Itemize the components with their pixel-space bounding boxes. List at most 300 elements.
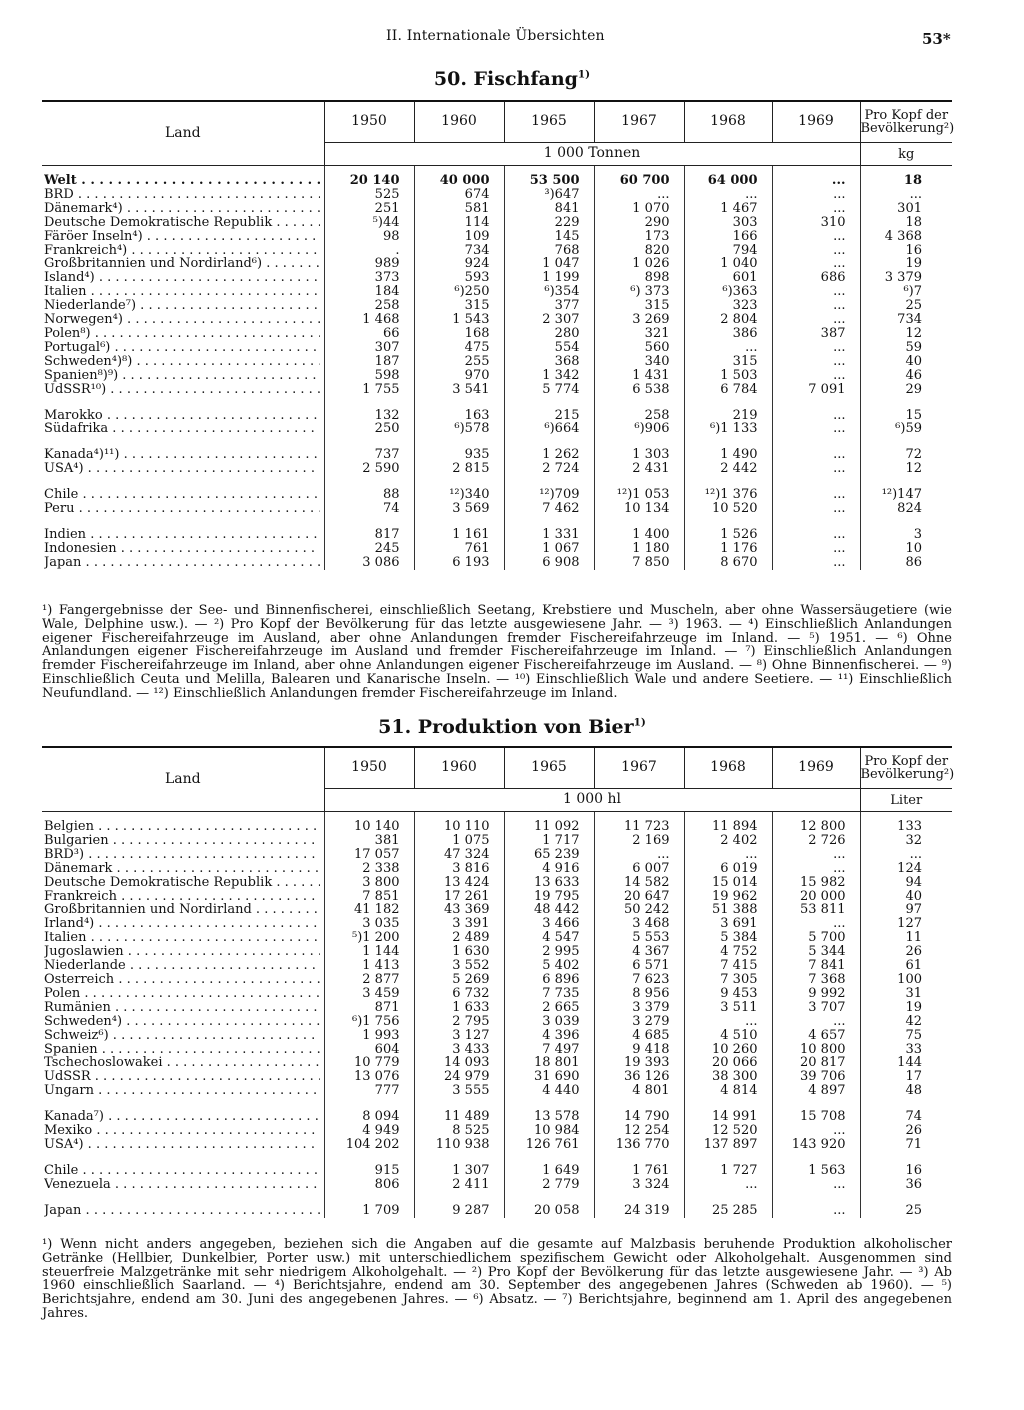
table-row — [42, 931, 952, 945]
value-cell: 1 490 — [684, 448, 772, 462]
value-cell: 20 140 — [324, 166, 414, 188]
table-row — [42, 341, 952, 355]
value-cell: 66 — [324, 327, 414, 341]
value-cell: 1 075 — [414, 834, 504, 848]
value-cell: 3 552 — [414, 959, 504, 973]
spacer-cell — [594, 397, 684, 409]
country-cell — [42, 1056, 324, 1070]
value-cell: 1 307 — [414, 1164, 504, 1178]
table-row — [42, 1178, 952, 1192]
value-cell: 3 707 — [772, 1001, 860, 1015]
country-name: Schweden⁴) . . . — [44, 1015, 320, 1029]
table-row — [42, 422, 952, 436]
value-cell: ... — [772, 1178, 860, 1192]
table-row — [42, 327, 952, 341]
table-title-fischfang — [0, 68, 1024, 90]
country-name: Indien . . . — [44, 528, 320, 542]
value-cell: ... — [772, 1124, 860, 1138]
value-cell: 1 180 — [594, 542, 684, 556]
value-cell: 7 735 — [504, 987, 594, 1001]
value-cell: 64 000 — [684, 166, 772, 188]
per-capita-unit: kg — [860, 143, 952, 166]
value-cell: ... — [772, 230, 860, 244]
table-title-text: 51. Produktion von Bier — [378, 716, 634, 738]
value-cell: 7 623 — [594, 973, 684, 987]
spacer-cell — [414, 397, 504, 409]
value-cell: 7 091 — [772, 383, 860, 397]
value-cell: 1 755 — [324, 383, 414, 397]
country-cell — [42, 285, 324, 299]
value-cell: 3 279 — [594, 1015, 684, 1029]
value-cell: 5 344 — [772, 945, 860, 959]
table-row — [42, 987, 952, 1001]
value-cell: 598 — [324, 369, 414, 383]
value-cell: ... — [772, 528, 860, 542]
value-cell: 2 489 — [414, 931, 504, 945]
unit-label: 1 000 Tonnen — [324, 143, 860, 166]
value-cell: 245 — [324, 542, 414, 556]
value-cell: 1 633 — [414, 1001, 504, 1015]
country-name: Niederlande . . . — [44, 959, 320, 973]
table-row — [42, 903, 952, 917]
value-cell: 1 413 — [324, 959, 414, 973]
value-cell: 4 510 — [684, 1029, 772, 1043]
value-cell: 12 800 — [772, 812, 860, 834]
table-row — [42, 862, 952, 876]
value-cell: 2 724 — [504, 462, 594, 476]
country-name: UdSSR¹⁰) . . . — [44, 383, 320, 397]
country-name: Island⁴) . . . — [44, 271, 320, 285]
per-capita-cell: 15 — [860, 409, 952, 423]
value-cell: 2 804 — [684, 313, 772, 327]
value-cell: 525 — [324, 188, 414, 202]
value-cell: 137 897 — [684, 1138, 772, 1152]
value-cell: 10 984 — [504, 1124, 594, 1138]
value-cell: 6 007 — [594, 862, 684, 876]
country-cell — [42, 812, 324, 834]
value-cell: 184 — [324, 285, 414, 299]
country-name: Großbritannien und Nordirland⁶) . . . — [44, 257, 320, 271]
country-cell — [42, 488, 324, 502]
column-header-year: 1968 — [684, 101, 772, 143]
table-row — [42, 890, 952, 904]
table-row — [42, 216, 952, 230]
value-cell: ¹²)1 053 — [594, 488, 684, 502]
value-cell: 5 269 — [414, 973, 504, 987]
value-cell: 315 — [594, 299, 684, 313]
value-cell: ... — [772, 257, 860, 271]
column-header-year: 1960 — [414, 101, 504, 143]
value-cell: 310 — [772, 216, 860, 230]
country-cell — [42, 271, 324, 285]
table-row — [42, 369, 952, 383]
row-spacer — [42, 476, 952, 488]
value-cell: 1 727 — [684, 1164, 772, 1178]
value-cell: 5 553 — [594, 931, 684, 945]
value-cell: 13 578 — [504, 1110, 594, 1124]
value-cell: 3 569 — [414, 502, 504, 516]
country-name: Portugal⁶) . . . — [44, 341, 320, 355]
value-cell: 3 391 — [414, 917, 504, 931]
value-cell: 4 367 — [594, 945, 684, 959]
table-row — [42, 528, 952, 542]
value-cell: ⁶)250 — [414, 285, 504, 299]
table-row — [42, 257, 952, 271]
value-cell: 65 239 — [504, 848, 594, 862]
value-cell: 6 908 — [504, 556, 594, 570]
country-cell — [42, 959, 324, 973]
value-cell: 1 047 — [504, 257, 594, 271]
per-capita-cell: 36 — [860, 1178, 952, 1192]
country-cell — [42, 876, 324, 890]
value-cell: 820 — [594, 244, 684, 258]
value-cell: 104 202 — [324, 1138, 414, 1152]
value-cell: ... — [684, 848, 772, 862]
value-cell: 935 — [414, 448, 504, 462]
value-cell: 3 511 — [684, 1001, 772, 1015]
value-cell: 6 019 — [684, 862, 772, 876]
country-name: USA⁴) . . . — [44, 462, 320, 476]
table-title-text: 50. Fischfang — [433, 68, 578, 90]
value-cell: 4 752 — [684, 945, 772, 959]
country-name: Irland⁴) . . . — [44, 917, 320, 931]
value-cell: 674 — [414, 188, 504, 202]
spacer-cell — [860, 397, 952, 409]
spacer-cell — [42, 1192, 324, 1204]
country-name: Großbritannien und Nordirland . . . — [44, 903, 320, 917]
value-cell: 31 690 — [504, 1070, 594, 1084]
value-cell: 7 368 — [772, 973, 860, 987]
value-cell: 7 841 — [772, 959, 860, 973]
spacer-cell — [772, 1192, 860, 1204]
country-cell — [42, 1001, 324, 1015]
footnotes-fischfang: ¹) Fangergebnisse der See- und Binnenfischerei, einschließlich Seetang, Krebstiere und Muscheln, aber ohne Wassersäugetiere (wie Wale, Delphine usw.). — ²) Pro Kopf der Bevölkerung für das letzte ausgewiesene Jahr. — ³) 1963. — ⁴) Einschließlich Anlandungen eigener Fischereifahrzeuge im Ausland, aber ohne Anlandungen fremder Fischereifahrzeuge im Inland. — ⁵) 1951. — ⁶) Ohne Anlandungen eigener Fischereifahrzeuge im Ausland und fremder Fischereifahrzeuge im Inland. — ⁷) Einschließlich Anlandungen fremder Fischereifahrzeuge im Inland, aber ohne Anlandungen eigener Fischereifahrzeuge im Ausland. — ⁸) Ohne Binnenfischerei. — ⁹) Einschließlich Ceuta und Melilla, Balearen und Kanarische Inseln. — ¹⁰) Einschließlich Wale und andere Seetiere. — ¹¹) Einschließlich Neufundland. — ¹²) Einschließlich Anlandungen fremder Fischereifahrzeuge im Inland. — [42, 603, 952, 701]
country-cell — [42, 834, 324, 848]
per-capita-cell: 42 — [860, 1015, 952, 1029]
value-cell: ... — [772, 848, 860, 862]
per-capita-cell: 74 — [860, 1110, 952, 1124]
per-capita-cell: 40 — [860, 355, 952, 369]
value-cell: 3 379 — [594, 1001, 684, 1015]
per-capita-cell: 86 — [860, 556, 952, 570]
value-cell: 3 127 — [414, 1029, 504, 1043]
country-name: Frankreich . . . — [44, 890, 320, 904]
value-cell: 3 468 — [594, 917, 684, 931]
value-cell: 3 324 — [594, 1178, 684, 1192]
value-cell: 145 — [504, 230, 594, 244]
value-cell: 173 — [594, 230, 684, 244]
value-cell: 5 402 — [504, 959, 594, 973]
country-cell — [42, 903, 324, 917]
value-cell: 250 — [324, 422, 414, 436]
country-name: Österreich . . . — [44, 973, 320, 987]
per-capita-cell: 144 — [860, 1056, 952, 1070]
value-cell: 39 706 — [772, 1070, 860, 1084]
value-cell: 2 169 — [594, 834, 684, 848]
value-cell: 280 — [504, 327, 594, 341]
table-row — [42, 556, 952, 570]
spacer-cell — [324, 1192, 414, 1204]
column-header-year: 1968 — [684, 747, 772, 789]
spacer-cell — [414, 436, 504, 448]
value-cell: 1 709 — [324, 1204, 414, 1218]
value-cell: ... — [772, 244, 860, 258]
value-cell: 219 — [684, 409, 772, 423]
spacer-cell — [324, 476, 414, 488]
value-cell: 1 144 — [324, 945, 414, 959]
value-cell: 17 261 — [414, 890, 504, 904]
value-cell: 554 — [504, 341, 594, 355]
spacer-cell — [324, 516, 414, 528]
value-cell: 41 182 — [324, 903, 414, 917]
value-cell: 50 242 — [594, 903, 684, 917]
per-capita-cell: 26 — [860, 1124, 952, 1138]
column-header-year: 1969 — [772, 747, 860, 789]
country-cell — [42, 422, 324, 436]
table-row — [42, 1001, 952, 1015]
country-name: Dänemark . . . — [44, 862, 320, 876]
country-name: Japan . . . — [44, 556, 320, 570]
column-header-year: 1967 — [594, 747, 684, 789]
unit-label: 1 000 hl — [324, 789, 860, 812]
value-cell: 373 — [324, 271, 414, 285]
value-cell: ... — [684, 1178, 772, 1192]
value-cell: 768 — [504, 244, 594, 258]
value-cell: 2 877 — [324, 973, 414, 987]
country-name: Venezuela . . . — [44, 1178, 320, 1192]
value-cell: 734 — [414, 244, 504, 258]
table-row — [42, 542, 952, 556]
value-cell: 10 134 — [594, 502, 684, 516]
value-cell: 3 269 — [594, 313, 684, 327]
table-row — [42, 202, 952, 216]
spacer-cell — [42, 1152, 324, 1164]
table-row — [42, 1138, 952, 1152]
per-capita-cell: ¹²)147 — [860, 488, 952, 502]
country-name: Welt . . . — [44, 174, 320, 188]
value-cell: 737 — [324, 448, 414, 462]
column-header-land: Land — [42, 101, 324, 166]
value-cell: 215 — [504, 409, 594, 423]
spacer-cell — [772, 516, 860, 528]
value-cell: 2 411 — [414, 1178, 504, 1192]
value-cell: 53 500 — [504, 166, 594, 188]
country-name: Niederlande⁷) . . . — [44, 299, 320, 313]
value-cell: 20 066 — [684, 1056, 772, 1070]
value-cell: 2 590 — [324, 462, 414, 476]
per-capita-cell: 127 — [860, 917, 952, 931]
value-cell: 11 894 — [684, 812, 772, 834]
value-cell: . — [324, 244, 414, 258]
value-cell: 3 800 — [324, 876, 414, 890]
value-cell: ... — [772, 1015, 860, 1029]
value-cell: 1 199 — [504, 271, 594, 285]
country-cell — [42, 931, 324, 945]
table-row — [42, 812, 952, 834]
table-row — [42, 945, 952, 959]
value-cell: ... — [772, 488, 860, 502]
value-cell: 14 093 — [414, 1056, 504, 1070]
country-name: Kanada⁷) . . . — [44, 1110, 320, 1124]
value-cell: ... — [772, 462, 860, 476]
bier-table — [42, 746, 955, 1218]
value-cell: 307 — [324, 341, 414, 355]
country-name: Peru . . . — [44, 502, 320, 516]
per-capita-cell: ... — [860, 188, 952, 202]
value-cell: 3 555 — [414, 1084, 504, 1098]
table-row — [42, 230, 952, 244]
country-name: BRD³) . . . — [44, 848, 320, 862]
value-cell: 48 442 — [504, 903, 594, 917]
table-row — [42, 848, 952, 862]
value-cell: 258 — [594, 409, 684, 423]
value-cell: 321 — [594, 327, 684, 341]
value-cell: ... — [772, 556, 860, 570]
row-spacer — [42, 436, 952, 448]
value-cell: 1 467 — [684, 202, 772, 216]
column-header-per-capita: Pro Kopf der Bevölkerung²) — [860, 747, 952, 789]
country-cell — [42, 1178, 324, 1192]
country-cell — [42, 1029, 324, 1043]
value-cell: 36 126 — [594, 1070, 684, 1084]
value-cell: 15 014 — [684, 876, 772, 890]
value-cell: ... — [772, 202, 860, 216]
value-cell: 9 287 — [414, 1204, 504, 1218]
country-cell — [42, 890, 324, 904]
table-row — [42, 876, 952, 890]
value-cell: 377 — [504, 299, 594, 313]
value-cell: 6 784 — [684, 383, 772, 397]
per-capita-cell: 17 — [860, 1070, 952, 1084]
country-name: Frankreich⁴) . . . — [44, 244, 320, 258]
spacer-cell — [42, 1098, 324, 1110]
column-header-year: 1950 — [324, 747, 414, 789]
table-row — [42, 488, 952, 502]
value-cell: 2 442 — [684, 462, 772, 476]
value-cell: ... — [594, 188, 684, 202]
value-cell: 7 850 — [594, 556, 684, 570]
value-cell: 13 633 — [504, 876, 594, 890]
table-row — [42, 462, 952, 476]
table-row — [42, 1043, 952, 1057]
per-capita-cell: 97 — [860, 903, 952, 917]
table-body — [42, 812, 952, 1218]
value-cell: 24 979 — [414, 1070, 504, 1084]
value-cell: 5 774 — [504, 383, 594, 397]
row-spacer — [42, 397, 952, 409]
value-cell: 1 303 — [594, 448, 684, 462]
country-name: Mexiko . . . — [44, 1124, 320, 1138]
table-row — [42, 1084, 952, 1098]
value-cell: 989 — [324, 257, 414, 271]
value-cell: 88 — [324, 488, 414, 502]
spacer-cell — [324, 397, 414, 409]
value-cell: 38 300 — [684, 1070, 772, 1084]
value-cell: 132 — [324, 409, 414, 423]
column-header-year: 1965 — [504, 101, 594, 143]
value-cell: ... — [772, 299, 860, 313]
value-cell: ¹²)709 — [504, 488, 594, 502]
value-cell: 4 547 — [504, 931, 594, 945]
value-cell: ... — [772, 355, 860, 369]
value-cell: 17 057 — [324, 848, 414, 862]
value-cell: 2 338 — [324, 862, 414, 876]
table-row — [42, 1015, 952, 1029]
country-name: BRD . . . — [44, 188, 320, 202]
value-cell: 51 388 — [684, 903, 772, 917]
value-cell: 13 424 — [414, 876, 504, 890]
value-cell: 970 — [414, 369, 504, 383]
value-cell: 20 817 — [772, 1056, 860, 1070]
country-cell — [42, 383, 324, 397]
row-spacer — [42, 1192, 952, 1204]
table-row — [42, 973, 952, 987]
value-cell: 47 324 — [414, 848, 504, 862]
country-cell — [42, 299, 324, 313]
per-capita-cell: 11 — [860, 931, 952, 945]
value-cell: 3 541 — [414, 383, 504, 397]
country-name: Italien . . . — [44, 285, 320, 299]
value-cell: ... — [772, 369, 860, 383]
table-title-footnote-ref: 1) — [577, 68, 591, 81]
value-cell: 163 — [414, 409, 504, 423]
country-cell — [42, 166, 324, 188]
spacer-cell — [504, 397, 594, 409]
value-cell: 6 193 — [414, 556, 504, 570]
value-cell: ... — [772, 166, 860, 188]
table-row — [42, 917, 952, 931]
country-cell — [42, 244, 324, 258]
value-cell: 315 — [684, 355, 772, 369]
per-capita-cell: 31 — [860, 987, 952, 1001]
value-cell: 11 092 — [504, 812, 594, 834]
value-cell: 1 026 — [594, 257, 684, 271]
value-cell: 2 402 — [684, 834, 772, 848]
row-spacer — [42, 516, 952, 528]
value-cell: ... — [684, 188, 772, 202]
value-cell: 12 520 — [684, 1124, 772, 1138]
per-capita-cell: ... — [860, 848, 952, 862]
spacer-cell — [684, 1192, 772, 1204]
value-cell: 14 991 — [684, 1110, 772, 1124]
value-cell: ... — [772, 409, 860, 423]
per-capita-cell: 19 — [860, 1001, 952, 1015]
value-cell: 3 691 — [684, 917, 772, 931]
value-cell: 560 — [594, 341, 684, 355]
per-capita-cell: 48 — [860, 1084, 952, 1098]
country-cell — [42, 862, 324, 876]
per-capita-cell: 19 — [860, 257, 952, 271]
country-name: Färöer Inseln⁴) . . . — [44, 230, 320, 244]
table-row — [42, 1056, 952, 1070]
value-cell: ... — [684, 341, 772, 355]
per-capita-cell: 133 — [860, 812, 952, 834]
value-cell: 251 — [324, 202, 414, 216]
value-cell: 4 440 — [504, 1084, 594, 1098]
per-capita-cell: 40 — [860, 890, 952, 904]
country-name: Polen . . . — [44, 987, 320, 1001]
value-cell: 229 — [504, 216, 594, 230]
value-cell: 315 — [414, 299, 504, 313]
per-capita-cell: 124 — [860, 862, 952, 876]
per-capita-cell: 10 — [860, 542, 952, 556]
per-capita-cell: 18 — [860, 216, 952, 230]
value-cell: 915 — [324, 1164, 414, 1178]
value-cell: 6 571 — [594, 959, 684, 973]
value-cell: ... — [772, 188, 860, 202]
per-capita-cell: 100 — [860, 973, 952, 987]
per-capita-cell: 75 — [860, 1029, 952, 1043]
